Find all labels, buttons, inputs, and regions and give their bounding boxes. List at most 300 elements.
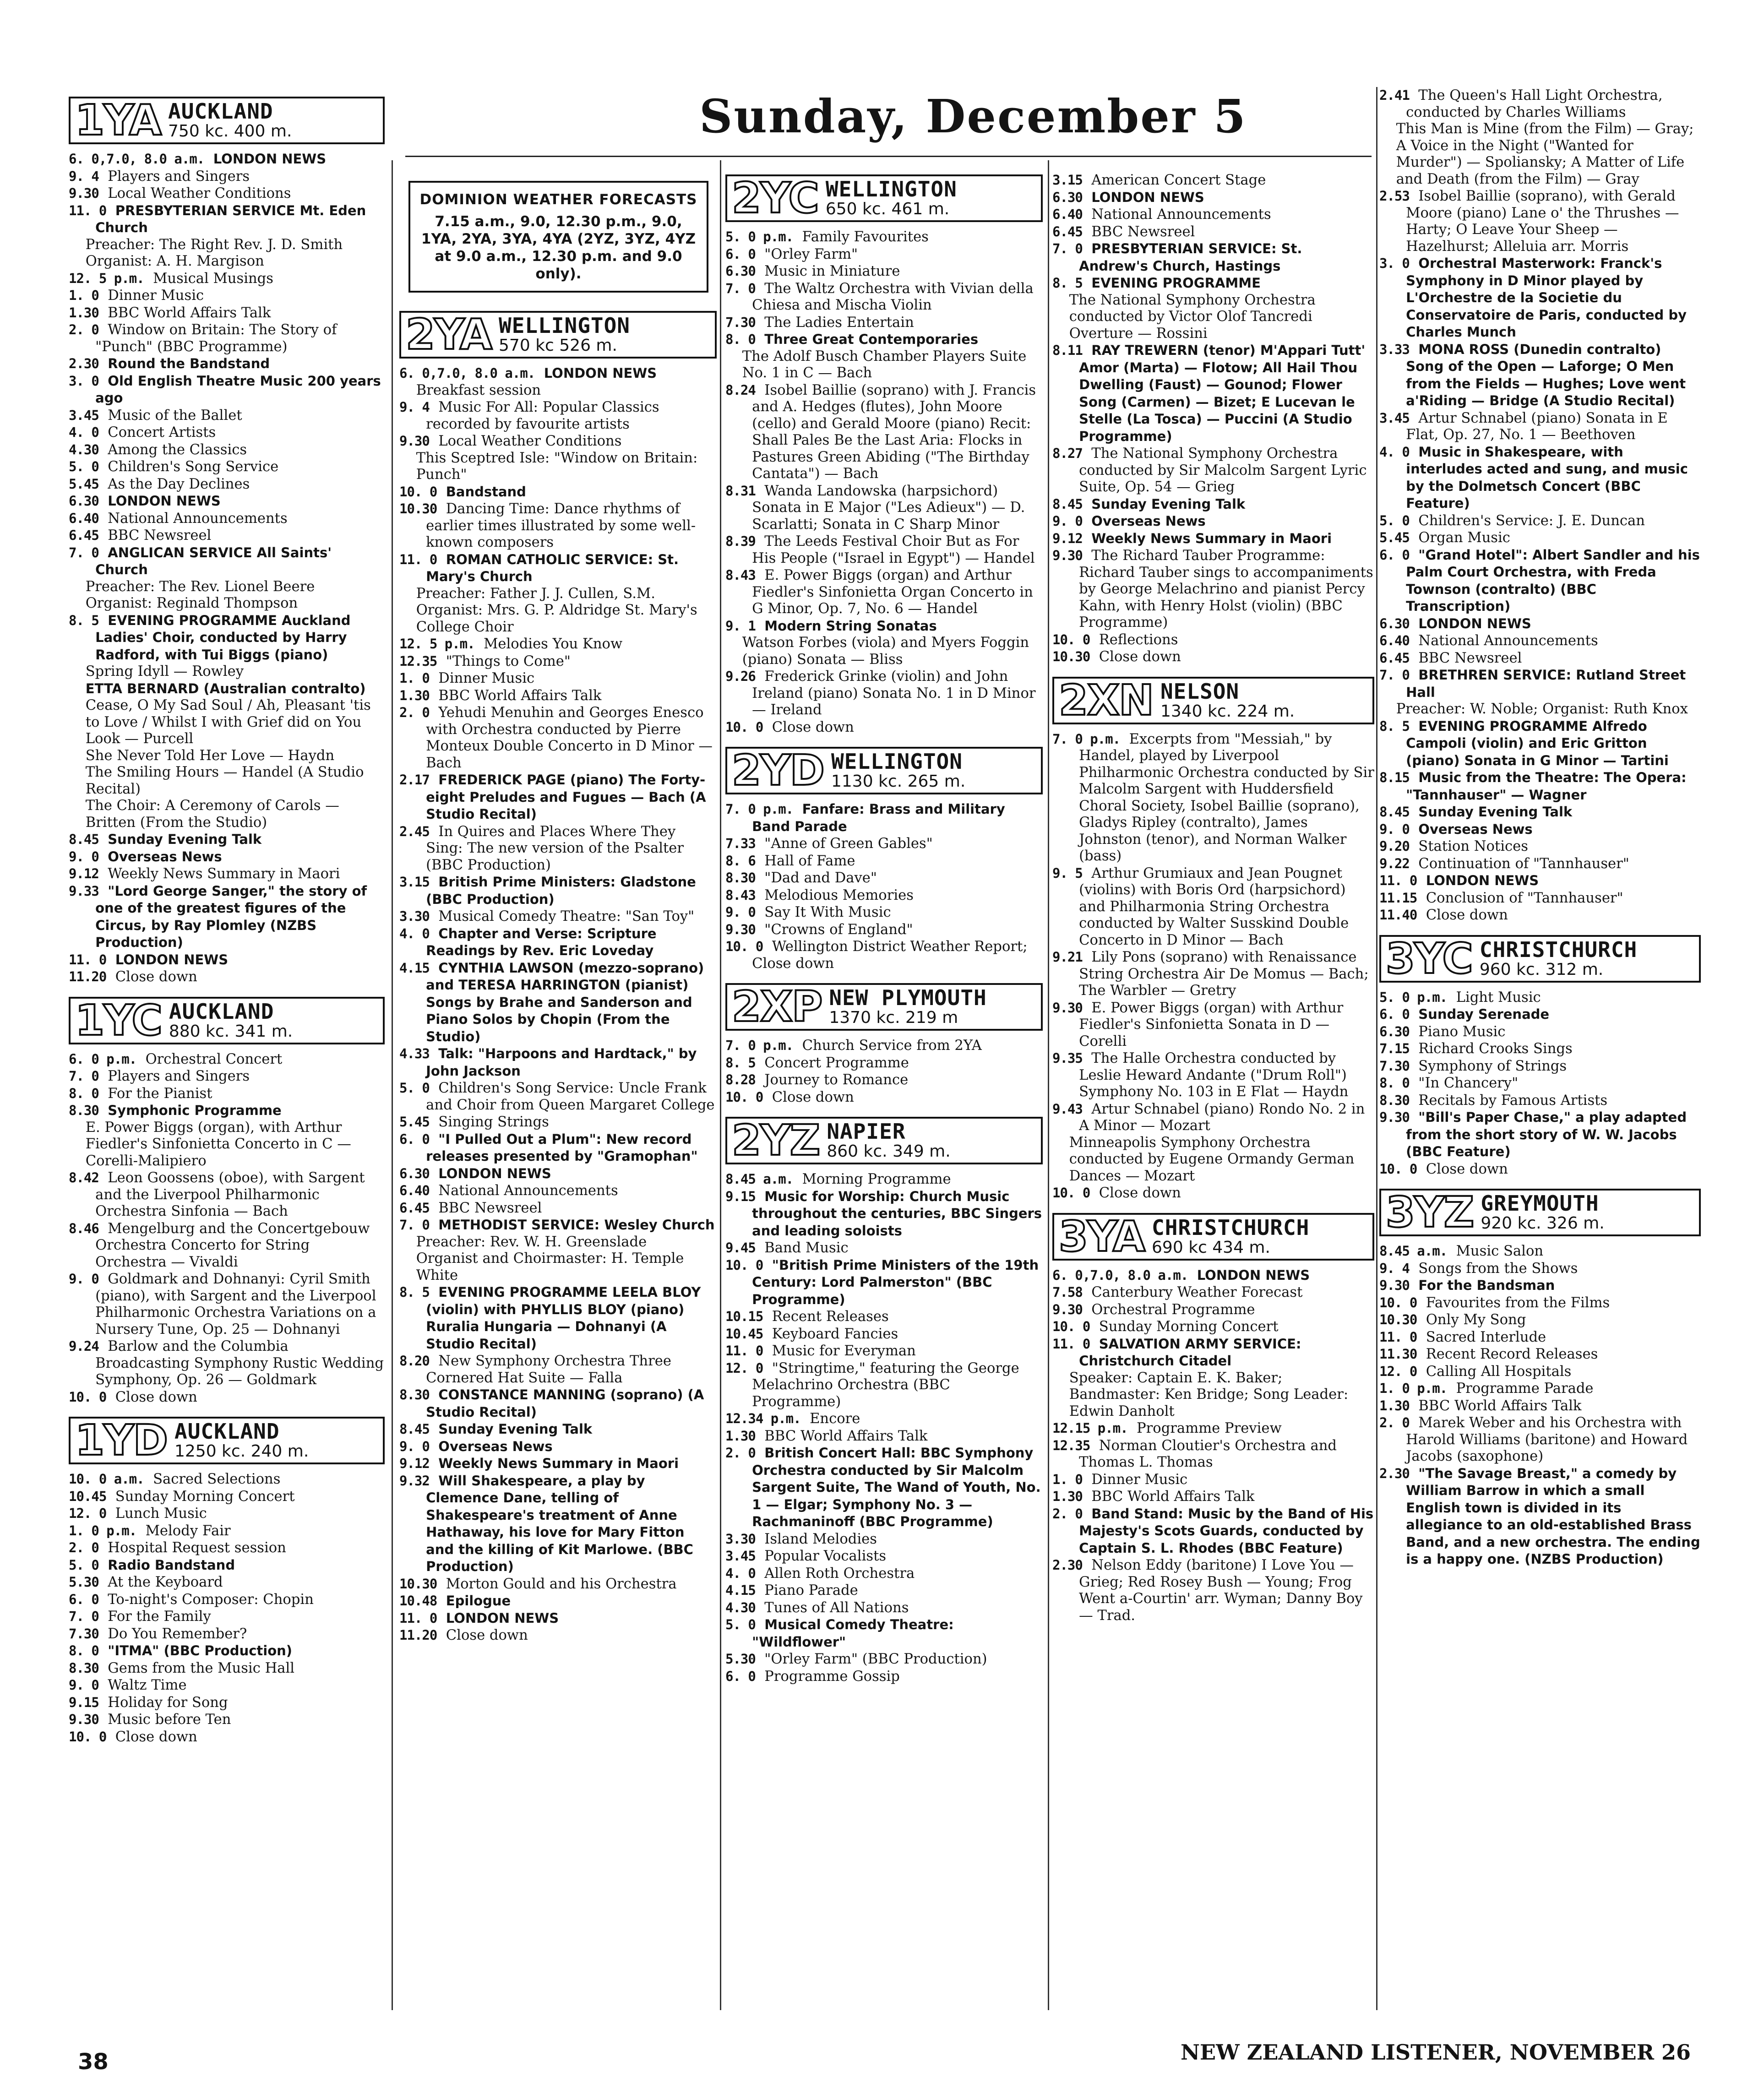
programme-title: Chapter and Verse: Scripture Readings by Rev. Eric Loveday <box>426 925 657 958</box>
weather-title: DOMINION WEATHER FORECASTS <box>419 191 697 208</box>
programme-time: 2.45 <box>399 823 430 839</box>
station-city: NAPIER <box>827 1119 906 1144</box>
programme-title: Preacher: W. Noble; Organist: Ruth Knox <box>1396 701 1688 717</box>
programme-title: The National Symphony Orchestra conducted by Victor Olof Tancredi Overture — Rossini <box>1069 292 1316 342</box>
programme-title: Holiday for Song <box>108 1694 228 1711</box>
station-call: 3YZ <box>1386 1188 1474 1237</box>
programme-time: 8.30 <box>399 1387 430 1403</box>
programme-item <box>399 1438 717 1456</box>
programme-title: Nelson Eddy (baritone) I Love You — Grieg; Red Rosey Bush — Young; Frog Went a-Courtin' arr. Wyman; Danny Boy — Trad. <box>1079 1557 1363 1624</box>
programme-time: 9.30 <box>1379 1109 1410 1125</box>
programme-item <box>69 458 385 476</box>
programme-item <box>1379 890 1701 907</box>
programme-time: 4. 0 <box>725 1565 756 1581</box>
programme-item <box>725 1565 1043 1582</box>
programme-time: 10.30 <box>1052 649 1090 664</box>
station-city: CHRISTCHURCH <box>1152 1215 1310 1240</box>
programme-title: The Choir: A Ceremony of Carols — Britten (From the Studio) <box>85 798 339 831</box>
programme-item <box>1379 1277 1701 1294</box>
programme-item <box>1379 87 1701 121</box>
programme-item <box>69 883 385 951</box>
programme-item <box>399 602 717 636</box>
programme-title: Among the Classics <box>108 441 247 458</box>
station-banner-3yz <box>1379 1189 1701 1236</box>
programme-item <box>69 185 385 202</box>
programme-item <box>399 586 717 603</box>
programme-time: 3.30 <box>725 1531 756 1547</box>
programme-time: 8.45 <box>1052 496 1083 512</box>
programme-title: "The Savage Breast," a comedy by William Barrow in which a small English town is divided in its allegiance to an old-established Brass Band, and a new orchestra. The ending is a happy one. (NZBS Production) <box>1406 1465 1700 1567</box>
programme-item <box>1379 1311 1701 1329</box>
programme-item <box>69 663 385 680</box>
programme-time: 2.30 <box>1379 1465 1410 1481</box>
programme-item <box>399 365 717 382</box>
programme-title: Local Weather Conditions <box>438 433 622 449</box>
programme-item <box>399 500 717 551</box>
programme-title: EVENING PROGRAMME LEELA BLOY (violin) with PHYLLIS BLOY (piano) Ruralia Hungaria — Dohnanyi (A Studio Recital) <box>426 1284 701 1352</box>
programme-item <box>399 908 717 925</box>
programme-time: 9.15 <box>69 1694 99 1710</box>
station-call: 1YA <box>75 96 161 145</box>
programme-time: 1. 0 p.m. <box>69 1522 137 1538</box>
programme-title: Isobel Baillie (soprano) with J. Francis and A. Hedges (flutes), John Moore (cello) and Gerald Moore (piano) Recit: Shall Pales Be the Last Aria: Flocks in Pastures Green Abiding ("The Birthday Cantata") — Bach <box>752 382 1036 482</box>
station-city: NEW PLYMOUTH <box>829 985 987 1010</box>
programme-time: 10. 0 <box>1379 1294 1417 1310</box>
programme-time: 5.45 <box>399 1114 430 1130</box>
programme-item <box>399 1627 717 1644</box>
programme-time: 9.30 <box>399 433 430 449</box>
programme-title: Orchestral Concert <box>145 1051 283 1067</box>
programme-item <box>1379 1075 1701 1092</box>
programme-item <box>69 748 385 765</box>
programme-item <box>725 246 1043 263</box>
programme-time: 10. 0 <box>69 1389 107 1405</box>
station-call: 2YD <box>732 746 824 795</box>
programme-item <box>725 1055 1043 1072</box>
programme-time: 9. 0 <box>399 1438 430 1454</box>
programme-time: 9. 4 <box>399 399 430 415</box>
programme-time: 8. 5 <box>69 612 99 628</box>
programme-time: 7. 0 <box>399 1217 430 1233</box>
programme-title: Music For All: Popular Classics recorded by favourite artists <box>426 399 659 432</box>
programme-title: Waltz Time <box>108 1677 187 1693</box>
programme-title: Morning Programme <box>802 1171 951 1187</box>
programme-item <box>69 831 385 848</box>
programme-item <box>399 653 717 670</box>
column-divider <box>720 160 721 2010</box>
programme-time: 6.45 <box>1052 223 1083 239</box>
station-banner-2yd <box>725 747 1043 794</box>
programme-time: 9. 0 <box>69 1677 99 1693</box>
programme-item <box>69 865 385 883</box>
programme-list-3yz <box>1379 1243 1701 1568</box>
programme-title: Fanfare: Brass and Military Band Parade <box>752 801 1005 834</box>
programme-item <box>1379 1397 1701 1415</box>
programme-title: LONDON NEWS <box>544 365 657 381</box>
programme-time: 8. 6 <box>725 853 756 869</box>
programme-time: 11. 0 <box>399 1610 437 1626</box>
programme-time: 1. 0 <box>69 288 99 303</box>
programme-time: 3.30 <box>399 908 430 924</box>
programme-title: Breakfast session <box>416 382 541 398</box>
programme-item <box>725 835 1043 853</box>
programme-title: Close down <box>1099 1185 1181 1201</box>
programme-item <box>69 1660 385 1677</box>
programme-title: BBC World Affairs Talk <box>1418 1397 1582 1414</box>
programme-title: Sunday Evening Talk <box>1091 496 1246 512</box>
programme-item <box>69 321 385 355</box>
programme-title: Organist and Choirmaster: H. Temple White <box>416 1250 684 1283</box>
programme-item <box>399 1610 717 1627</box>
programme-item <box>1052 275 1374 292</box>
programme-item <box>725 1531 1043 1548</box>
programme-item <box>69 680 385 698</box>
programme-title: This Sceptred Isle: "Window on Britain: Punch" <box>416 450 698 483</box>
programme-title: LONDON NEWS <box>115 951 229 968</box>
programme-item <box>1379 1329 1701 1346</box>
programme-item <box>1379 410 1701 444</box>
programme-item <box>69 1522 385 1540</box>
programme-title: CYNTHIA LAWSON (mezzo-soprano) and TERESA HARRINGTON (pianist) Songs by Brahe and Sanderson and Piano Solos by Chopin (From the Studio) <box>426 960 704 1044</box>
programme-item <box>399 1284 717 1353</box>
programme-item <box>69 1625 385 1643</box>
programme-item <box>725 635 1043 668</box>
programme-title: Piano Parade <box>764 1582 858 1598</box>
programme-time: 10.45 <box>69 1488 107 1504</box>
programme-item <box>1379 1243 1701 1260</box>
programme-title: Preacher: The Rev. Lionel Beere <box>85 578 315 595</box>
programme-list-3ya <box>1052 1267 1374 1625</box>
programme-item <box>399 382 717 399</box>
programme-time: 8.45 <box>399 1421 430 1437</box>
programme-time: 5.30 <box>69 1574 99 1590</box>
programme-title: Band Stand: Music by the Band of His Majesty's Scots Guards, conducted by Captain S. L. Rhodes (BBC Feature) <box>1079 1506 1374 1556</box>
programme-item <box>725 1239 1043 1257</box>
programme-title: For the Bandsman <box>1418 1278 1555 1293</box>
programme-time: 10.45 <box>725 1326 763 1342</box>
programme-title: Organist: Mrs. G. P. Aldridge St. Mary's College Choir <box>416 602 697 635</box>
programme-time: 8.30 <box>69 1660 99 1676</box>
programme-item <box>69 697 385 748</box>
programme-time: 11.30 <box>1379 1346 1417 1362</box>
programme-title: CONSTANCE MANNING (soprano) (A Studio Recital) <box>426 1387 704 1420</box>
programme-item <box>1379 1380 1701 1397</box>
station-banner-1yc <box>69 997 385 1044</box>
programme-title: BBC World Affairs Talk <box>108 304 271 321</box>
station-city: AUCKLAND <box>168 99 273 124</box>
programme-item <box>69 1271 385 1338</box>
programme-title: Hall of Fame <box>764 853 855 869</box>
programme-item <box>1052 1420 1374 1437</box>
programme-title: The Adolf Busch Chamber Players Suite No. 1 in C — Bach <box>742 348 1027 381</box>
programme-time: 6. 0 <box>725 246 756 262</box>
programme-time: 6.40 <box>399 1183 430 1198</box>
station-frequency: 960 kc. 312 m. <box>1479 960 1604 979</box>
programme-title: Close down <box>1426 1161 1508 1177</box>
programme-item <box>399 1421 717 1438</box>
programme-title: LONDON NEWS <box>108 493 221 509</box>
programme-item <box>1379 512 1701 530</box>
programme-time: 8.24 <box>725 382 756 398</box>
column-1 <box>69 94 385 1745</box>
programme-item <box>1379 255 1701 341</box>
programme-title: "Lord George Sanger," the story of one of the greatest figures of the Circus, by Ray Plomley (NZBS Production) <box>95 883 367 950</box>
programme-title: E. Power Biggs (organ), with Arthur Fiedler's Sinfonietta Concerto in C — Corelli-Malipiero <box>85 1119 351 1169</box>
programme-time: 9.21 <box>1052 949 1083 965</box>
programme-title: For the Pianist <box>108 1085 212 1102</box>
programme-time: 10. 0 <box>1052 1319 1090 1334</box>
programme-title: Calling All Hospitals <box>1426 1363 1572 1380</box>
programme-item <box>725 1037 1043 1055</box>
programme-title: Melodious Memories <box>764 887 914 903</box>
programme-item <box>69 424 385 441</box>
programme-time: 4.33 <box>399 1046 430 1061</box>
programme-time: 8.42 <box>69 1170 99 1185</box>
programme-title: "ITMA" (BBC Production) <box>108 1643 293 1658</box>
programme-title: Leon Goossens (oboe), with Sargent and the Liverpool Philharmonic Orchestra Sinfonia — Bach <box>95 1170 365 1219</box>
station-call: 2XP <box>732 982 822 1031</box>
programme-title: "Stringtime," featuring the George Melachrino Orchestra (BBC Programme) <box>752 1360 1019 1410</box>
programme-time: 8.43 <box>725 887 756 903</box>
programme-title: LONDON NEWS <box>1418 615 1531 631</box>
programme-time: 6.45 <box>69 527 99 543</box>
programme-time: 9.30 <box>1052 548 1083 563</box>
programme-title: Close down <box>115 1389 197 1405</box>
programme-title: The National Symphony Orchestra conducted by Sir Malcolm Sargent Lyric Suite, Op. 54 — Grieg <box>1079 446 1367 495</box>
programme-title: Tunes of All Nations <box>764 1599 909 1616</box>
programme-item <box>69 1729 385 1746</box>
programme-title: Three Great Contemporaries <box>764 332 979 347</box>
programme-item <box>69 510 385 527</box>
column-divider <box>392 160 393 2010</box>
programme-time: 7.33 <box>725 836 756 851</box>
programme-item <box>1379 1294 1701 1312</box>
programme-title: Dinner Music <box>1091 1471 1188 1488</box>
station-frequency: 750 kc. 400 m. <box>168 122 292 141</box>
programme-title: "Anne of Green Gables" <box>764 836 933 852</box>
programme-time: 3.45 <box>725 1548 756 1564</box>
programme-time: 3.45 <box>69 407 99 423</box>
programme-time: 1.30 <box>69 304 99 321</box>
programme-time: 5. 0 <box>1379 512 1410 528</box>
programme-title: FREDERICK PAGE (piano) The Forty-eight Preludes and Fugues — Bach (A Studio Recital) <box>426 772 706 822</box>
programme-time: 11. 0 <box>1379 873 1417 888</box>
programme-time: 6. 0 <box>725 1668 756 1684</box>
programme-item <box>69 1488 385 1506</box>
programme-time: 8.11 <box>1052 342 1083 358</box>
programme-title: "In Chancery" <box>1418 1075 1519 1091</box>
programme-title: Organ Music <box>1418 530 1510 546</box>
station-call: 3YC <box>1386 934 1472 983</box>
programme-item <box>1052 1370 1374 1420</box>
programme-time: 8. 0 <box>725 332 756 347</box>
programme-title: Sunday Evening Talk <box>108 832 262 847</box>
programme-time: 8. 0 <box>69 1643 99 1658</box>
programme-time: 10. 0 <box>725 719 763 735</box>
programme-time: 8.15 <box>1379 770 1410 785</box>
programme-time: 2.30 <box>69 356 99 371</box>
programme-time: 7. 0 p.m. <box>725 801 794 817</box>
station-call: 1YD <box>75 1416 167 1465</box>
programme-title: Yehudi Menuhin and Georges Enesco with Orchestra conducted by Pierre Monteux Double Concerto in D Minor — Bach <box>426 705 713 771</box>
programme-title: Close down <box>1426 907 1508 923</box>
programme-item <box>725 1071 1043 1089</box>
programme-title: Talk: "Harpoons and Hardtack," by John Jackson <box>426 1046 697 1079</box>
programme-time: 6.40 <box>1052 207 1083 222</box>
programme-item <box>399 960 717 1046</box>
programme-time: 5. 0 <box>725 1617 756 1632</box>
programme-title: Canterbury Weather Forecast <box>1091 1284 1303 1300</box>
programme-title: Music before Ten <box>108 1712 231 1728</box>
programme-title: Organist: Reginald Thompson <box>85 595 298 611</box>
programme-item <box>725 1360 1043 1411</box>
programme-time: 10. 0 <box>1379 1161 1417 1177</box>
programme-title: Musical Comedy Theatre: "Wildflower" <box>752 1617 954 1650</box>
programme-item <box>399 1165 717 1183</box>
programme-title: Cease, O My Sad Soul / Ah, Pleasant 'tis to Love / Whilst I with Grief did on You Look — Purcell <box>85 697 371 747</box>
programme-time: 8.27 <box>1052 446 1083 461</box>
programme-item <box>1052 1050 1374 1101</box>
programme-title: Close down <box>446 1627 528 1643</box>
programme-time: 8.30 <box>1379 1092 1410 1108</box>
programme-title: LONDON NEWS <box>213 151 327 167</box>
programme-item <box>399 1131 717 1165</box>
station-frequency: 690 kc 434 m. <box>1152 1238 1270 1257</box>
station-banner-1ya <box>69 97 385 144</box>
programme-item <box>725 870 1043 887</box>
programme-time: 10. 0 <box>725 939 763 954</box>
programme-item <box>1379 701 1701 718</box>
programme-item <box>1052 648 1374 666</box>
programme-item <box>69 1557 385 1574</box>
station-call: 2YZ <box>732 1116 820 1165</box>
programme-item <box>399 636 717 653</box>
column-divider <box>1048 160 1049 2010</box>
programme-time: 9.35 <box>1052 1050 1083 1066</box>
programme-item <box>1379 1092 1701 1109</box>
programme-item <box>69 355 385 373</box>
programme-time: 5. 0 <box>399 1080 430 1096</box>
programme-item <box>1052 1135 1374 1185</box>
programme-item <box>69 476 385 493</box>
programme-item <box>1379 1023 1701 1041</box>
programme-title: Children's Service: J. E. Duncan <box>1418 512 1645 529</box>
programme-item <box>1052 865 1374 949</box>
programme-item <box>69 1539 385 1557</box>
header-rule <box>405 156 1372 157</box>
publication-footer: NEW ZEALAND LISTENER, NOVEMBER 26 <box>1180 2040 1691 2065</box>
programme-time: 7. 0 <box>725 280 756 296</box>
programme-item <box>69 1102 385 1120</box>
programme-time: 8.30 <box>725 870 756 886</box>
programme-time: 8.43 <box>725 567 756 583</box>
programme-title: Weekly News Summary in Maori <box>438 1456 679 1471</box>
programme-time: 5.45 <box>1379 530 1410 545</box>
programme-title: Mengelburg and the Concertgebouw Orchestra Concerto for String Orchestra — Vivaldi <box>95 1220 370 1270</box>
programme-time: 6.30 <box>1379 1023 1410 1039</box>
programme-time: 12. 0 <box>1379 1363 1417 1379</box>
programme-item <box>399 399 717 433</box>
programme-title: BBC Newsreel <box>1091 223 1195 240</box>
programme-title: BBC World Affairs Talk <box>438 687 602 704</box>
programme-time: 11.20 <box>69 969 107 984</box>
programme-title: At the Keyboard <box>108 1574 223 1590</box>
programme-time: 12.35 <box>399 653 437 669</box>
programme-item <box>1379 667 1701 701</box>
programme-time: 6. 0 <box>69 1591 99 1607</box>
programme-item <box>725 1582 1043 1599</box>
station-frequency: 860 kc. 349 m. <box>827 1142 951 1161</box>
programme-title: PRESBYTERIAN SERVICE Mt. Eden Church <box>95 202 366 235</box>
programme-title: Morton Gould and his Orchestra <box>446 1576 677 1592</box>
programme-list-2yz <box>725 1171 1043 1685</box>
programme-item <box>69 848 385 866</box>
programme-time: 6.45 <box>399 1200 430 1216</box>
programme-title: Band Music <box>764 1240 849 1256</box>
programme-time: 2. 0 <box>1379 1415 1410 1430</box>
station-frequency: 1250 kc. 240 m. <box>174 1442 309 1461</box>
programme-title: Norman Cloutier's Orchestra and Thomas L. Thomas <box>1079 1437 1337 1470</box>
programme-item <box>69 1389 385 1406</box>
programme-item <box>399 433 717 450</box>
programme-title: Church Service from 2YA <box>802 1038 982 1054</box>
programme-time: 7.30 <box>725 314 756 330</box>
station-city: CHRISTCHURCH <box>1479 937 1638 962</box>
programme-item <box>69 595 385 612</box>
programme-time: 9. 0 <box>69 848 99 864</box>
programme-title: Old English Theatre Music 200 years ago <box>95 373 381 406</box>
programme-item <box>69 253 385 270</box>
programme-item <box>1052 1101 1374 1135</box>
programme-item <box>725 618 1043 635</box>
programme-time: 9.43 <box>1052 1101 1083 1117</box>
programme-title: Do You Remember? <box>108 1625 247 1642</box>
programme-time: 8.45 a.m. <box>1379 1243 1448 1259</box>
programme-item <box>399 450 717 484</box>
programme-time: 8.28 <box>725 1072 756 1087</box>
programme-item <box>1052 240 1374 275</box>
station-city: WELLINGTON <box>499 313 630 338</box>
programme-time: 6.30 <box>69 493 99 509</box>
programme-time: 11.40 <box>1379 907 1417 923</box>
programme-title: Close down <box>115 969 197 985</box>
programme-item <box>1379 821 1701 838</box>
programme-time: 5.45 <box>69 476 99 492</box>
programme-item <box>1379 615 1701 633</box>
programme-time: 10.30 <box>399 1576 437 1592</box>
programme-time: 4.15 <box>399 960 430 976</box>
programme-title: She Never Told Her Love — Haydn <box>85 747 335 764</box>
programme-item <box>1379 1260 1701 1278</box>
programme-title: SALVATION ARMY SERVICE: Christchurch Citadel <box>1079 1336 1301 1369</box>
column-3 <box>725 172 1043 1685</box>
programme-item <box>725 1616 1043 1651</box>
programme-title: The Smiling Hours — Handel (A Studio Recital) <box>85 764 364 797</box>
programme-item <box>1379 855 1701 873</box>
programme-list-3ya-continued <box>1379 87 1701 924</box>
programme-list-1yd <box>69 1471 385 1745</box>
programme-title: LONDON NEWS <box>438 1165 551 1181</box>
programme-title: Piano Music <box>1418 1023 1506 1040</box>
programme-title: BBC Newsreel <box>108 527 212 544</box>
programme-list-2yz-continued <box>1052 172 1374 666</box>
programme-item <box>1379 989 1701 1006</box>
programme-title: Overseas News <box>1091 513 1206 529</box>
programme-title: Sunday Morning Concert <box>115 1488 295 1505</box>
programme-title: Wellington District Weather Report; Close down <box>752 939 1028 972</box>
programme-item <box>725 1257 1043 1309</box>
programme-title: Round the Bandstand <box>108 356 270 371</box>
